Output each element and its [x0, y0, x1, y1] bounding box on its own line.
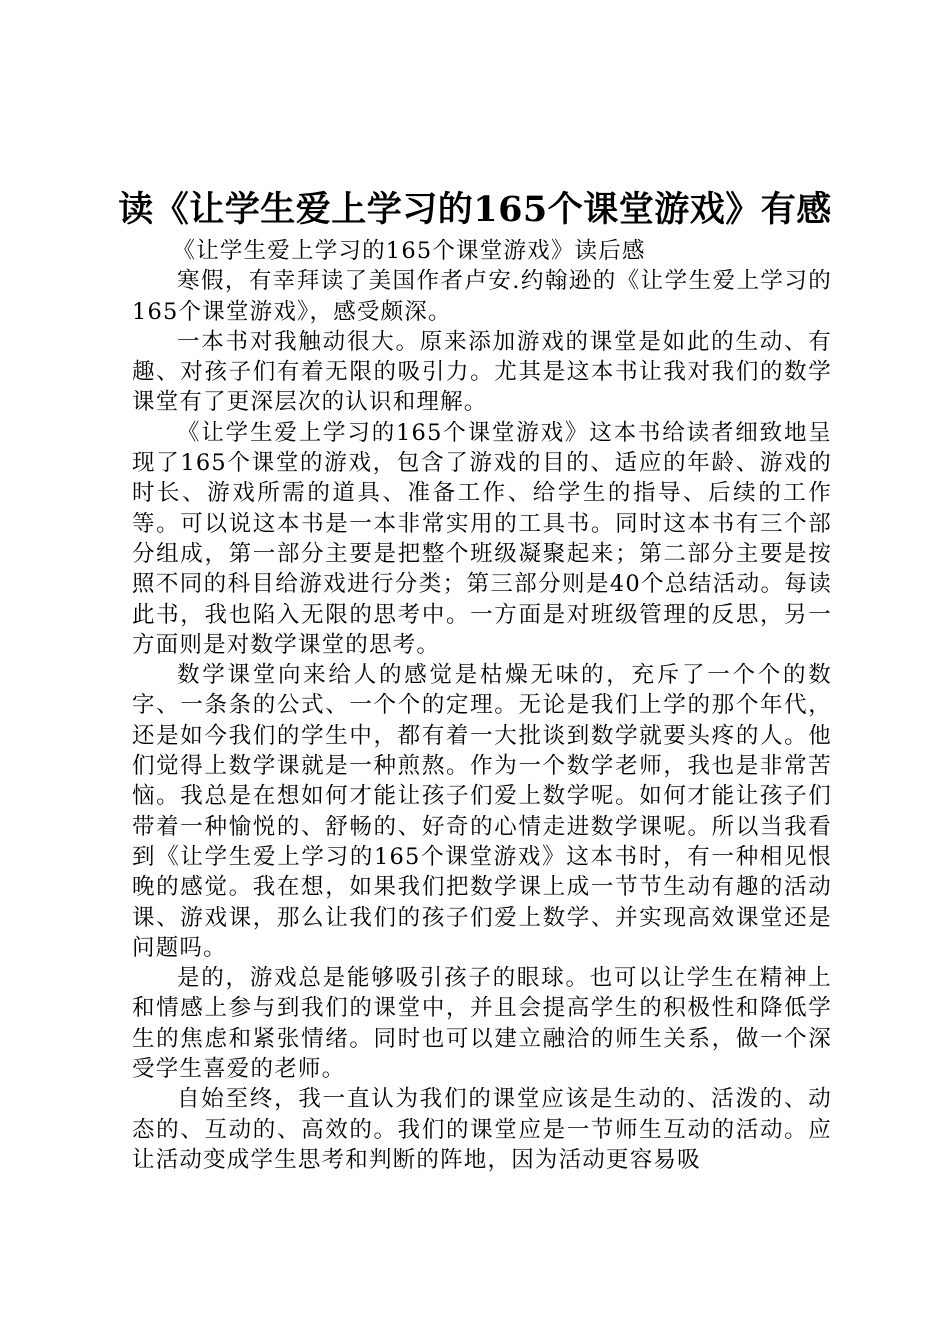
paragraph: 数学课堂向来给人的感觉是枯燥无味的，充斥了一个个的数字、一条条的公式、一个个的定理。无论是我们上学的那个年代，还是如今我们的学生中，都有着一大批谈到数学就要头疼的人。他们觉得上数学课就是一种煎熬。作为一个数学老师，我也是非常苦恼。我总是在想如何才能让孩子们爱上数学呢。如何才能让孩子们带着一种愉悦的、舒畅的、好奇的心情走进数学课呢。所以当我看到《让学生爱上学习的165个课堂游戏》这本书时，有一种相见恨晚的感觉。我在想，如果我们把数学课上成一节节生动有趣的活动课、游戏课，那么让我们的孩子们爱上数学、并实现高效课堂还是问题吗。	[132, 662, 832, 961]
paragraph-subtitle: 《让学生爱上学习的165个课堂游戏》读后感	[172, 238, 646, 264]
paragraph: 一本书对我触动很大。原来添加游戏的课堂是如此的生动、有趣、对孩子们有着无限的吸引力。尤其是这本书让我对我们的数学课堂有了更深层次的认识和理解。	[132, 328, 832, 416]
paragraph: 寒假，有幸拜读了美国作者卢安.约翰逊的《让学生爱上学习的165个课堂游戏》，感受颇深。	[132, 268, 832, 325]
paragraph: 是的，游戏总是能够吸引孩子的眼球。也可以让学生在精神上和情感上参与到我们的课堂中，并且会提高学生的积极性和降低学生的焦虑和紧张情绪。同时也可以建立融洽的师生关系，做一个深受学生喜爱的老师。	[132, 965, 832, 1083]
paragraph: 自始至终，我一直认为我们的课堂应该是生动的、活泼的、动态的、互动的、高效的。我们的课堂应是一节师生互动的活动。应让活动变成学生思考和判断的阵地，因为活动更容易吸	[132, 1086, 832, 1173]
document-body	[132, 236, 832, 1175]
paragraph: 《让学生爱上学习的165个课堂游戏》这本书给读者细致地呈现了165个课堂的游戏，包含了游戏的目的、适应的年龄、游戏的时长、游戏所需的道具、准备工作、给学生的指导、后续的工作等。可以说这本书是一本非常实用的工具书。同时这本书有三个部分组成，第一部分主要是把整个班级凝聚起来；第二部分主要是按照不同的科目给游戏进行分类；第三部分则是40个总结活动。每读此书，我也陷入无限的思考中。一方面是对班级管理的反思，另一方面则是对数学课堂的思考。	[132, 419, 832, 658]
document-title: 读《让学生爱上学习的165个课堂游戏》有感	[118, 189, 832, 230]
